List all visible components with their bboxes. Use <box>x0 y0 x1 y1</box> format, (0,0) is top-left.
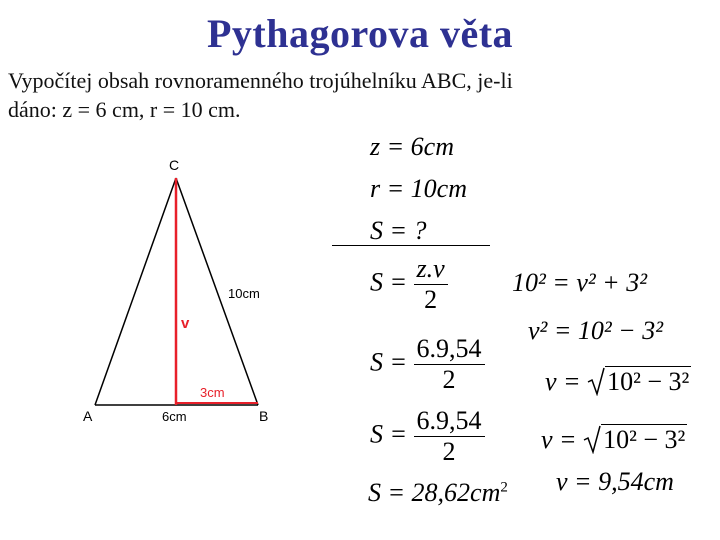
radical-sign-4 <box>583 424 601 454</box>
area-step-1-fraction: $\frac{z.v}{2}$ <box>414 254 448 315</box>
given-z: z = 6cm <box>370 132 454 161</box>
area-result: $S = 28,62cm^2$ <box>368 478 508 507</box>
half-base-label: 3cm <box>200 385 225 400</box>
vertex-c-label: C <box>169 157 180 173</box>
radical-sign-3 <box>587 366 605 396</box>
given-s: S = ? <box>370 216 427 245</box>
area-step-3: S = $\frac{6.9,54}{2}$ <box>370 406 485 467</box>
task-line-2: dáno: z = 6 cm, r = 10 cm. <box>8 97 241 122</box>
side-ac <box>95 178 176 405</box>
height-label: v <box>181 315 190 332</box>
area-step-2-fraction: $\frac{6.9,54}{2}$ <box>414 334 485 395</box>
vertex-b-label: B <box>259 408 269 424</box>
pythagoras-step-2: v² = 10² − 3² <box>528 316 664 345</box>
pythagoras-result: v = 9,54cm <box>556 467 674 496</box>
task-line-1: Vypočítej obsah rovnoramenného trojúhelníku ABC, je-li <box>8 68 513 93</box>
sqrt-3: 10² − 3² <box>587 366 691 397</box>
given-divider <box>332 245 490 246</box>
side-label: 10cm <box>228 286 260 301</box>
pythagoras-step-4: v = 10² − 3² <box>541 425 686 454</box>
pythagoras-step-1: 10² = v² + 3² <box>512 268 648 297</box>
page-title: Pythagorova věta <box>206 11 514 56</box>
area-step-1: S = $\frac{z.v}{2}$ <box>370 254 448 315</box>
area-step-3-fraction: $\frac{6.9,54}{2}$ <box>414 406 485 467</box>
base-label: 6cm <box>162 409 187 424</box>
given-r: r = 10cm <box>370 174 467 203</box>
area-step-2: S = $\frac{6.9,54}{2}$ <box>370 334 485 395</box>
sqrt-4: 10² − 3² <box>583 424 687 455</box>
vertex-a-label: A <box>83 408 93 424</box>
pythagoras-step-3: v = 10² − 3² <box>545 367 690 396</box>
